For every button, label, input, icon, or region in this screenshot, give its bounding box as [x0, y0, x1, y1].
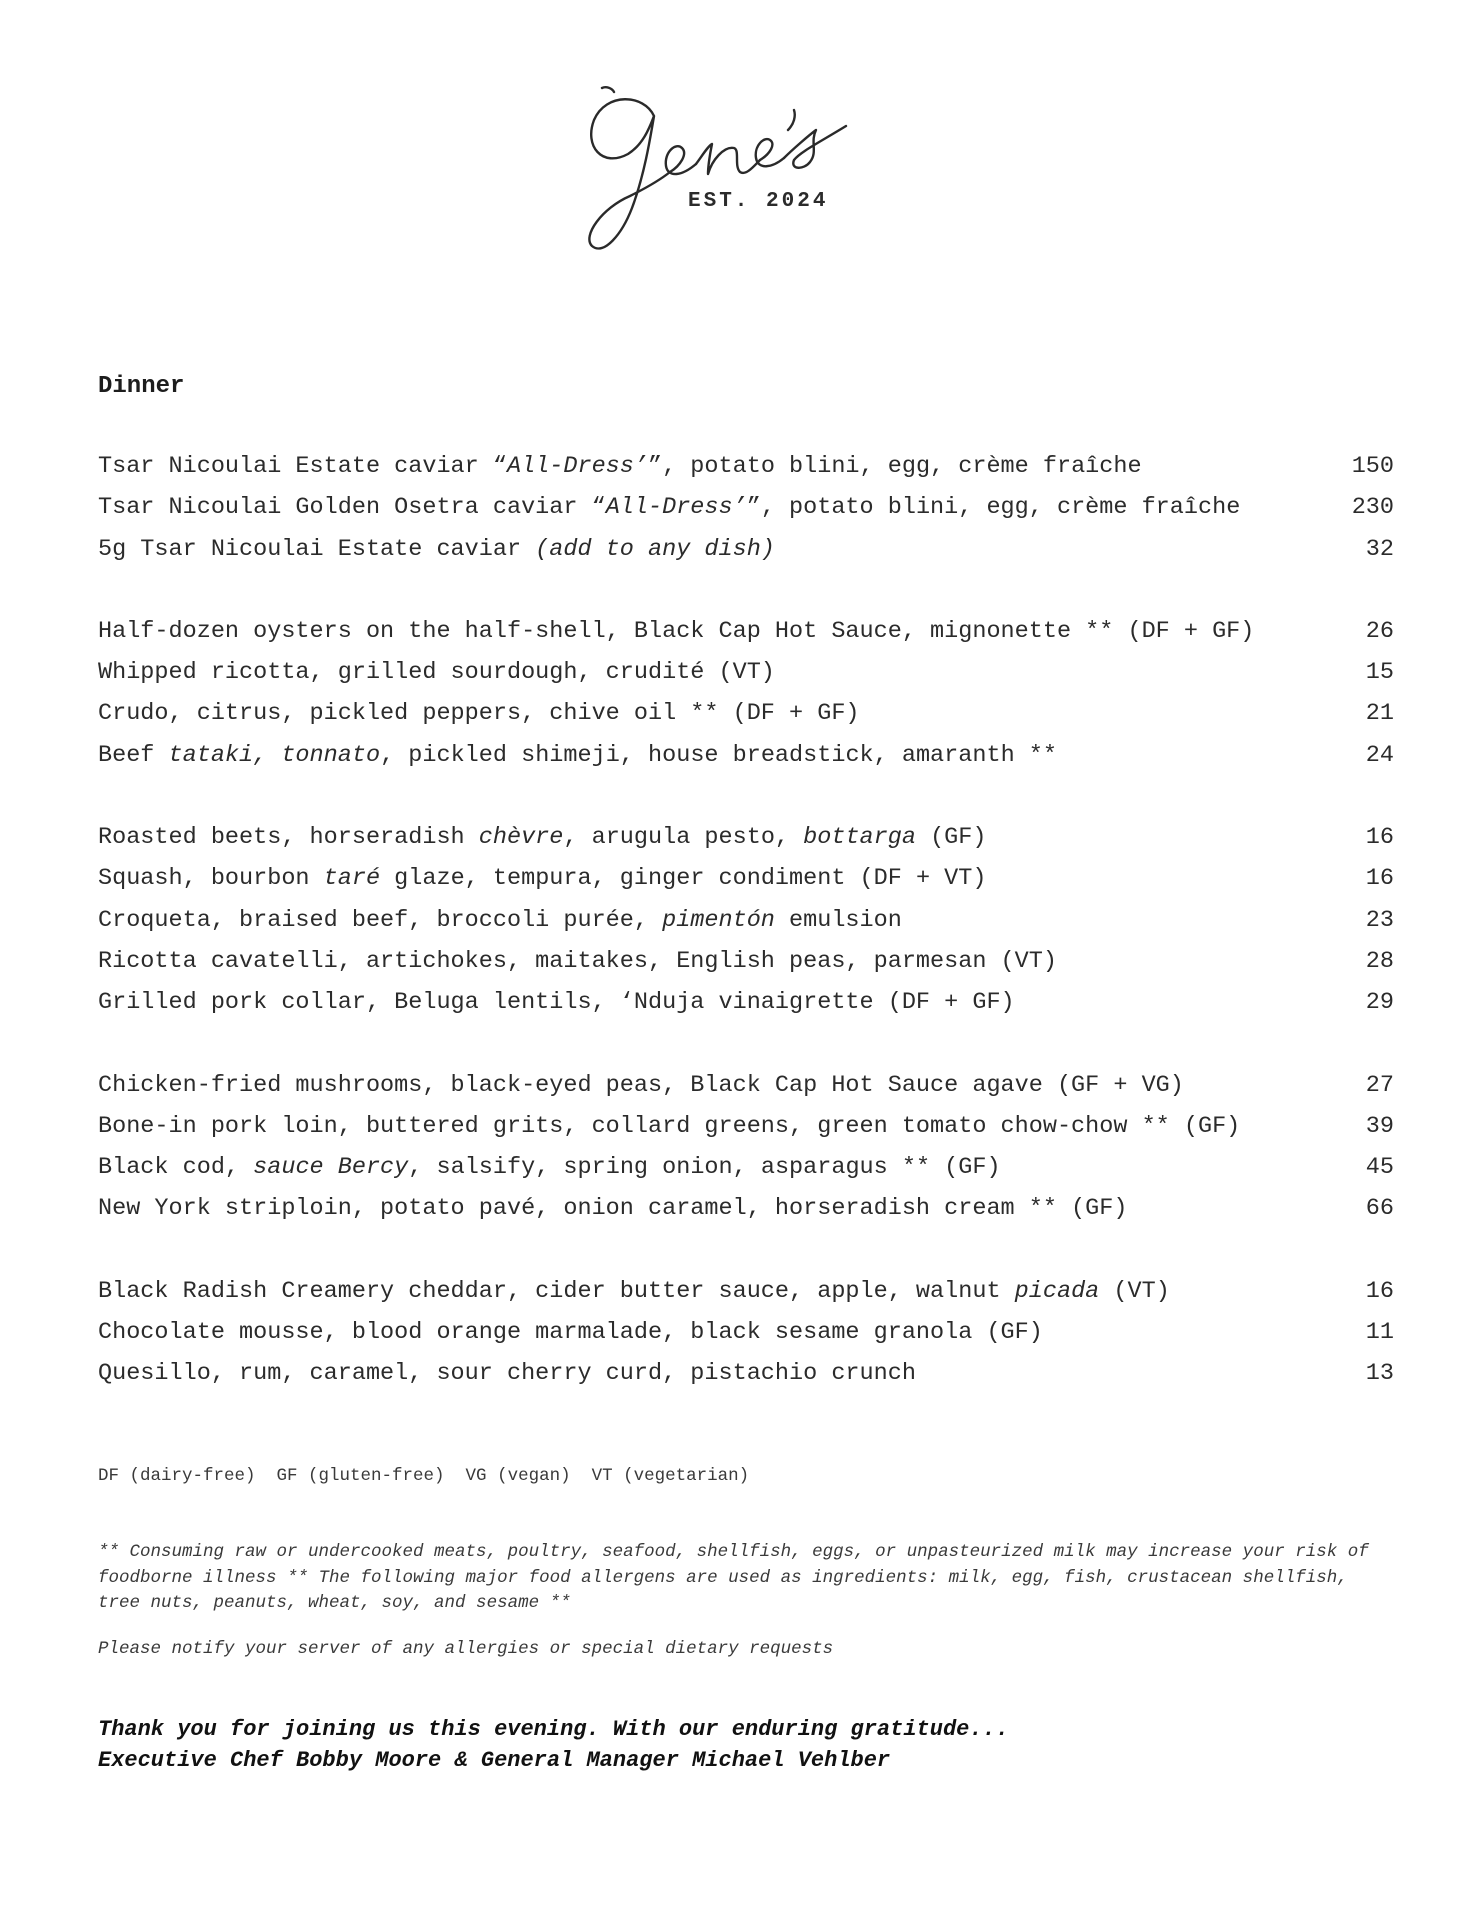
menu-item-text: Grilled pork collar, Beluga lentils, ‘Nduja vinaigrette (DF + GF): [98, 989, 1015, 1017]
menu-item-price: 16: [1365, 865, 1394, 893]
menu-item-text: Beef: [98, 741, 169, 769]
logo: [584, 80, 914, 270]
menu-item-text: Black cod,: [98, 1154, 254, 1182]
menu-item-text: 5g Tsar Nicoulai Estate caviar: [98, 535, 536, 563]
menu-list: [98, 452, 1394, 1442]
menu-item-text: New York striploin, potato pavé, onion caramel, horseradish cream ** (GF): [98, 1195, 1128, 1223]
menu-item: [98, 864, 1394, 905]
menu-item-description: [98, 947, 1057, 977]
menu-item: [98, 988, 1394, 1029]
menu-group: [98, 823, 1394, 1029]
menu-item: [98, 1277, 1394, 1318]
menu-item-description: [98, 535, 775, 565]
menu-item: [98, 1318, 1394, 1359]
menu-item-description: [98, 906, 902, 936]
menu-item-italic-text: chèvre: [478, 824, 564, 852]
menu-item: [98, 535, 1394, 576]
menu-item-description: [98, 1359, 916, 1389]
menu-item-description: [98, 1194, 1127, 1224]
menu-item-description: [98, 1112, 1240, 1142]
menu-item: [98, 1194, 1394, 1235]
menu-item: [98, 947, 1394, 988]
menu-item-text: , arugula pesto,: [563, 824, 804, 852]
menu-item-price: 13: [1365, 1360, 1394, 1388]
menu-group: [98, 1277, 1394, 1401]
menu-item-italic-text: picada: [1014, 1277, 1100, 1305]
menu-item-text: ”, potato blini, egg, crème fraîche: [746, 494, 1241, 522]
menu-item-price: 24: [1365, 741, 1394, 769]
menu-item: [98, 699, 1394, 740]
menu-item-text: Roasted beets, horseradish: [98, 824, 479, 852]
menu-item-price: 16: [1365, 1277, 1394, 1305]
menu-item-price: 29: [1365, 989, 1394, 1017]
thank-you-note: [98, 1714, 1009, 1776]
menu-item-italic-text: All-Dress’: [506, 453, 648, 480]
menu-item-price: 45: [1365, 1154, 1394, 1182]
menu-item-text: Quesillo, rum, caramel, sour cherry curd, pistachio crunch: [98, 1360, 916, 1388]
menu-item-price: 11: [1365, 1319, 1394, 1347]
menu-item-price: 150: [1351, 453, 1394, 480]
menu-item-price: 28: [1365, 947, 1394, 975]
menu-item-italic-text: All-Dress’: [605, 494, 747, 522]
menu-item: [98, 617, 1394, 658]
menu-item-italic-text: taré: [323, 865, 381, 893]
menu-item: [98, 823, 1394, 864]
established-year: EST. 2024: [688, 190, 829, 213]
menu-item-description: [98, 452, 1142, 482]
menu-group: [98, 1071, 1394, 1236]
menu-item-description: [98, 864, 986, 894]
menu-item-text: (GF): [915, 824, 987, 852]
menu-item-text: (VT): [1099, 1277, 1170, 1305]
menu-item-price: 23: [1365, 906, 1394, 934]
menu-item-text: Whipped ricotta, grilled sourdough, crudité (VT): [98, 659, 775, 687]
menu-item: [98, 906, 1394, 947]
dietary-request-note: Please notify your server of any allergies or special dietary requests: [98, 1639, 834, 1659]
menu-item-description: [98, 699, 860, 729]
menu-item: [98, 1112, 1394, 1153]
menu-item-italic-text: bottarga: [803, 824, 916, 852]
menu-item: [98, 1153, 1394, 1194]
menu-item-italic-text: (add to any dish): [535, 535, 775, 563]
menu-item-description: [98, 1277, 1170, 1307]
menu-item-description: [98, 658, 775, 688]
menu-item-price: 27: [1365, 1071, 1394, 1099]
menu-item-text: Black Radish Creamery cheddar, cider butter sauce, apple, walnut: [98, 1277, 1015, 1305]
menu-item-price: 15: [1365, 659, 1394, 687]
menu-item-text: , pickled shimeji, house breadstick, amaranth **: [380, 741, 1057, 769]
menu-item-price: 32: [1365, 535, 1394, 563]
menu-item-text: glaze, tempura, ginger condiment (DF + VT): [380, 865, 987, 893]
menu-item-text: ”, potato blini, egg, crème fraîche: [648, 453, 1142, 480]
menu-item: [98, 1071, 1394, 1112]
menu-item: [98, 493, 1394, 534]
menu-item-description: [98, 1318, 1043, 1348]
menu-group: [98, 617, 1394, 782]
signature-line: Executive Chef Bobby Moore & General Manager Michael Vehlber: [98, 1748, 891, 1773]
menu-item-description: [98, 1153, 1001, 1183]
thank-you-line: Thank you for joining us this evening. With our enduring gratitude...: [98, 1717, 1009, 1742]
menu-item-italic-text: pimentón: [662, 906, 775, 934]
menu-group: [98, 452, 1394, 576]
menu-item-price: 230: [1351, 494, 1394, 522]
genes-script-logo: [584, 80, 914, 270]
menu-item-description: [98, 617, 1254, 647]
menu-item-price: 26: [1365, 617, 1394, 645]
menu-item-text: , salsify, spring onion, asparagus ** (GF): [408, 1154, 1001, 1182]
menu-item-text: Crudo, citrus, pickled peppers, chive oil ** (DF + GF): [98, 700, 860, 728]
menu-item-text: Bone-in pork loin, buttered grits, collard greens, green tomato chow-chow ** (GF): [98, 1112, 1241, 1140]
menu-item: [98, 1359, 1394, 1400]
menu-item-text: Squash, bourbon: [98, 865, 324, 893]
menu-item-description: [98, 741, 1057, 771]
allergen-notice: ** Consuming raw or undercooked meats, poultry, seafood, shellfish, eggs, or unpasteurized milk may increase your risk of foodborne illness ** The following major food allergens are used as ingredients: milk, egg, fish, crustacean shellfish, tree nuts, peanuts, wheat, soy, and sesame **: [98, 1542, 1369, 1613]
menu-item-text: Tsar Nicoulai Estate caviar “: [98, 453, 507, 480]
menu-item-italic-text: tataki, tonnato: [168, 741, 381, 769]
menu-item: [98, 452, 1394, 493]
menu-item-text: Ricotta cavatelli, artichokes, maitakes, English peas, parmesan (VT): [98, 947, 1057, 975]
menu-item-text: Croqueta, braised beef, broccoli purée,: [98, 906, 663, 934]
menu-item-price: 21: [1365, 700, 1394, 728]
menu-item-description: [98, 1071, 1184, 1101]
menu-item-text: Tsar Nicoulai Golden Osetra caviar “: [98, 494, 606, 522]
menu-item: [98, 741, 1394, 782]
menu-item-text: Chicken-fried mushrooms, black-eyed peas, Black Cap Hot Sauce agave (GF + VG): [98, 1071, 1184, 1099]
menu-item-description: [98, 988, 1015, 1018]
menu-item: [98, 658, 1394, 699]
menu-item-italic-text: sauce Bercy: [253, 1154, 409, 1182]
dietary-legend: DF (dairy-free) GF (gluten-free) VG (vegan) VT (vegetarian): [98, 1466, 750, 1486]
menu-item-text: Chocolate mousse, blood orange marmalade, black sesame granola (GF): [98, 1319, 1043, 1347]
section-title: Dinner: [98, 373, 185, 400]
menu-item-description: [98, 493, 1240, 523]
menu-item-description: [98, 823, 986, 853]
menu-item-price: 39: [1365, 1112, 1394, 1140]
menu-item-price: 16: [1365, 824, 1394, 852]
menu-item-price: 66: [1365, 1195, 1394, 1223]
menu-item-text: Half-dozen oysters on the half-shell, Black Cap Hot Sauce, mignonette ** (DF + GF): [98, 617, 1255, 645]
menu-item-text: emulsion: [774, 906, 902, 934]
